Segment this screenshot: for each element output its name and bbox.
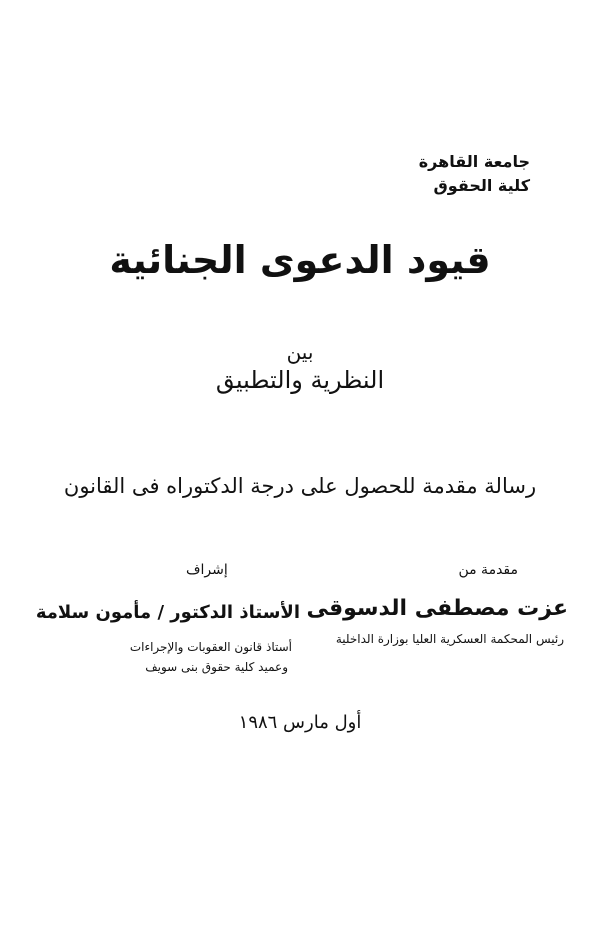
supervisor-name: الأستاذ الدكتور / مأمون سلامة xyxy=(35,602,300,623)
author-name: عزت مصطفى الدسوقى xyxy=(306,596,568,621)
supervisor-deanship: وعميد كلية حقوق بنى سويف xyxy=(145,660,288,674)
thesis-subtitle: النظرية والتطبيق xyxy=(215,366,385,394)
thesis-purpose: رسالة مقدمة للحصول على درجة الدكتوراه فى القانون xyxy=(63,474,537,498)
university-name: جامعة القاهرة xyxy=(418,152,530,171)
university-header xyxy=(419,150,530,198)
faculty-name: كلية الحقوق xyxy=(433,176,530,195)
author-title: رئيس المحكمة العسكرية العليا بوزارة الداخلية xyxy=(335,632,564,646)
presented-by-label: مقدمة من xyxy=(458,562,518,578)
supervision-label: إشراف xyxy=(186,562,228,578)
thesis-title: قيود الدعوى الجنائية xyxy=(109,238,491,282)
supervisor-position: أستاذ قانون العقوبات والإجراءات xyxy=(129,640,292,654)
thesis-date: أول مارس ١٩٨٦ xyxy=(238,712,362,733)
thesis-between: بين xyxy=(286,340,314,364)
